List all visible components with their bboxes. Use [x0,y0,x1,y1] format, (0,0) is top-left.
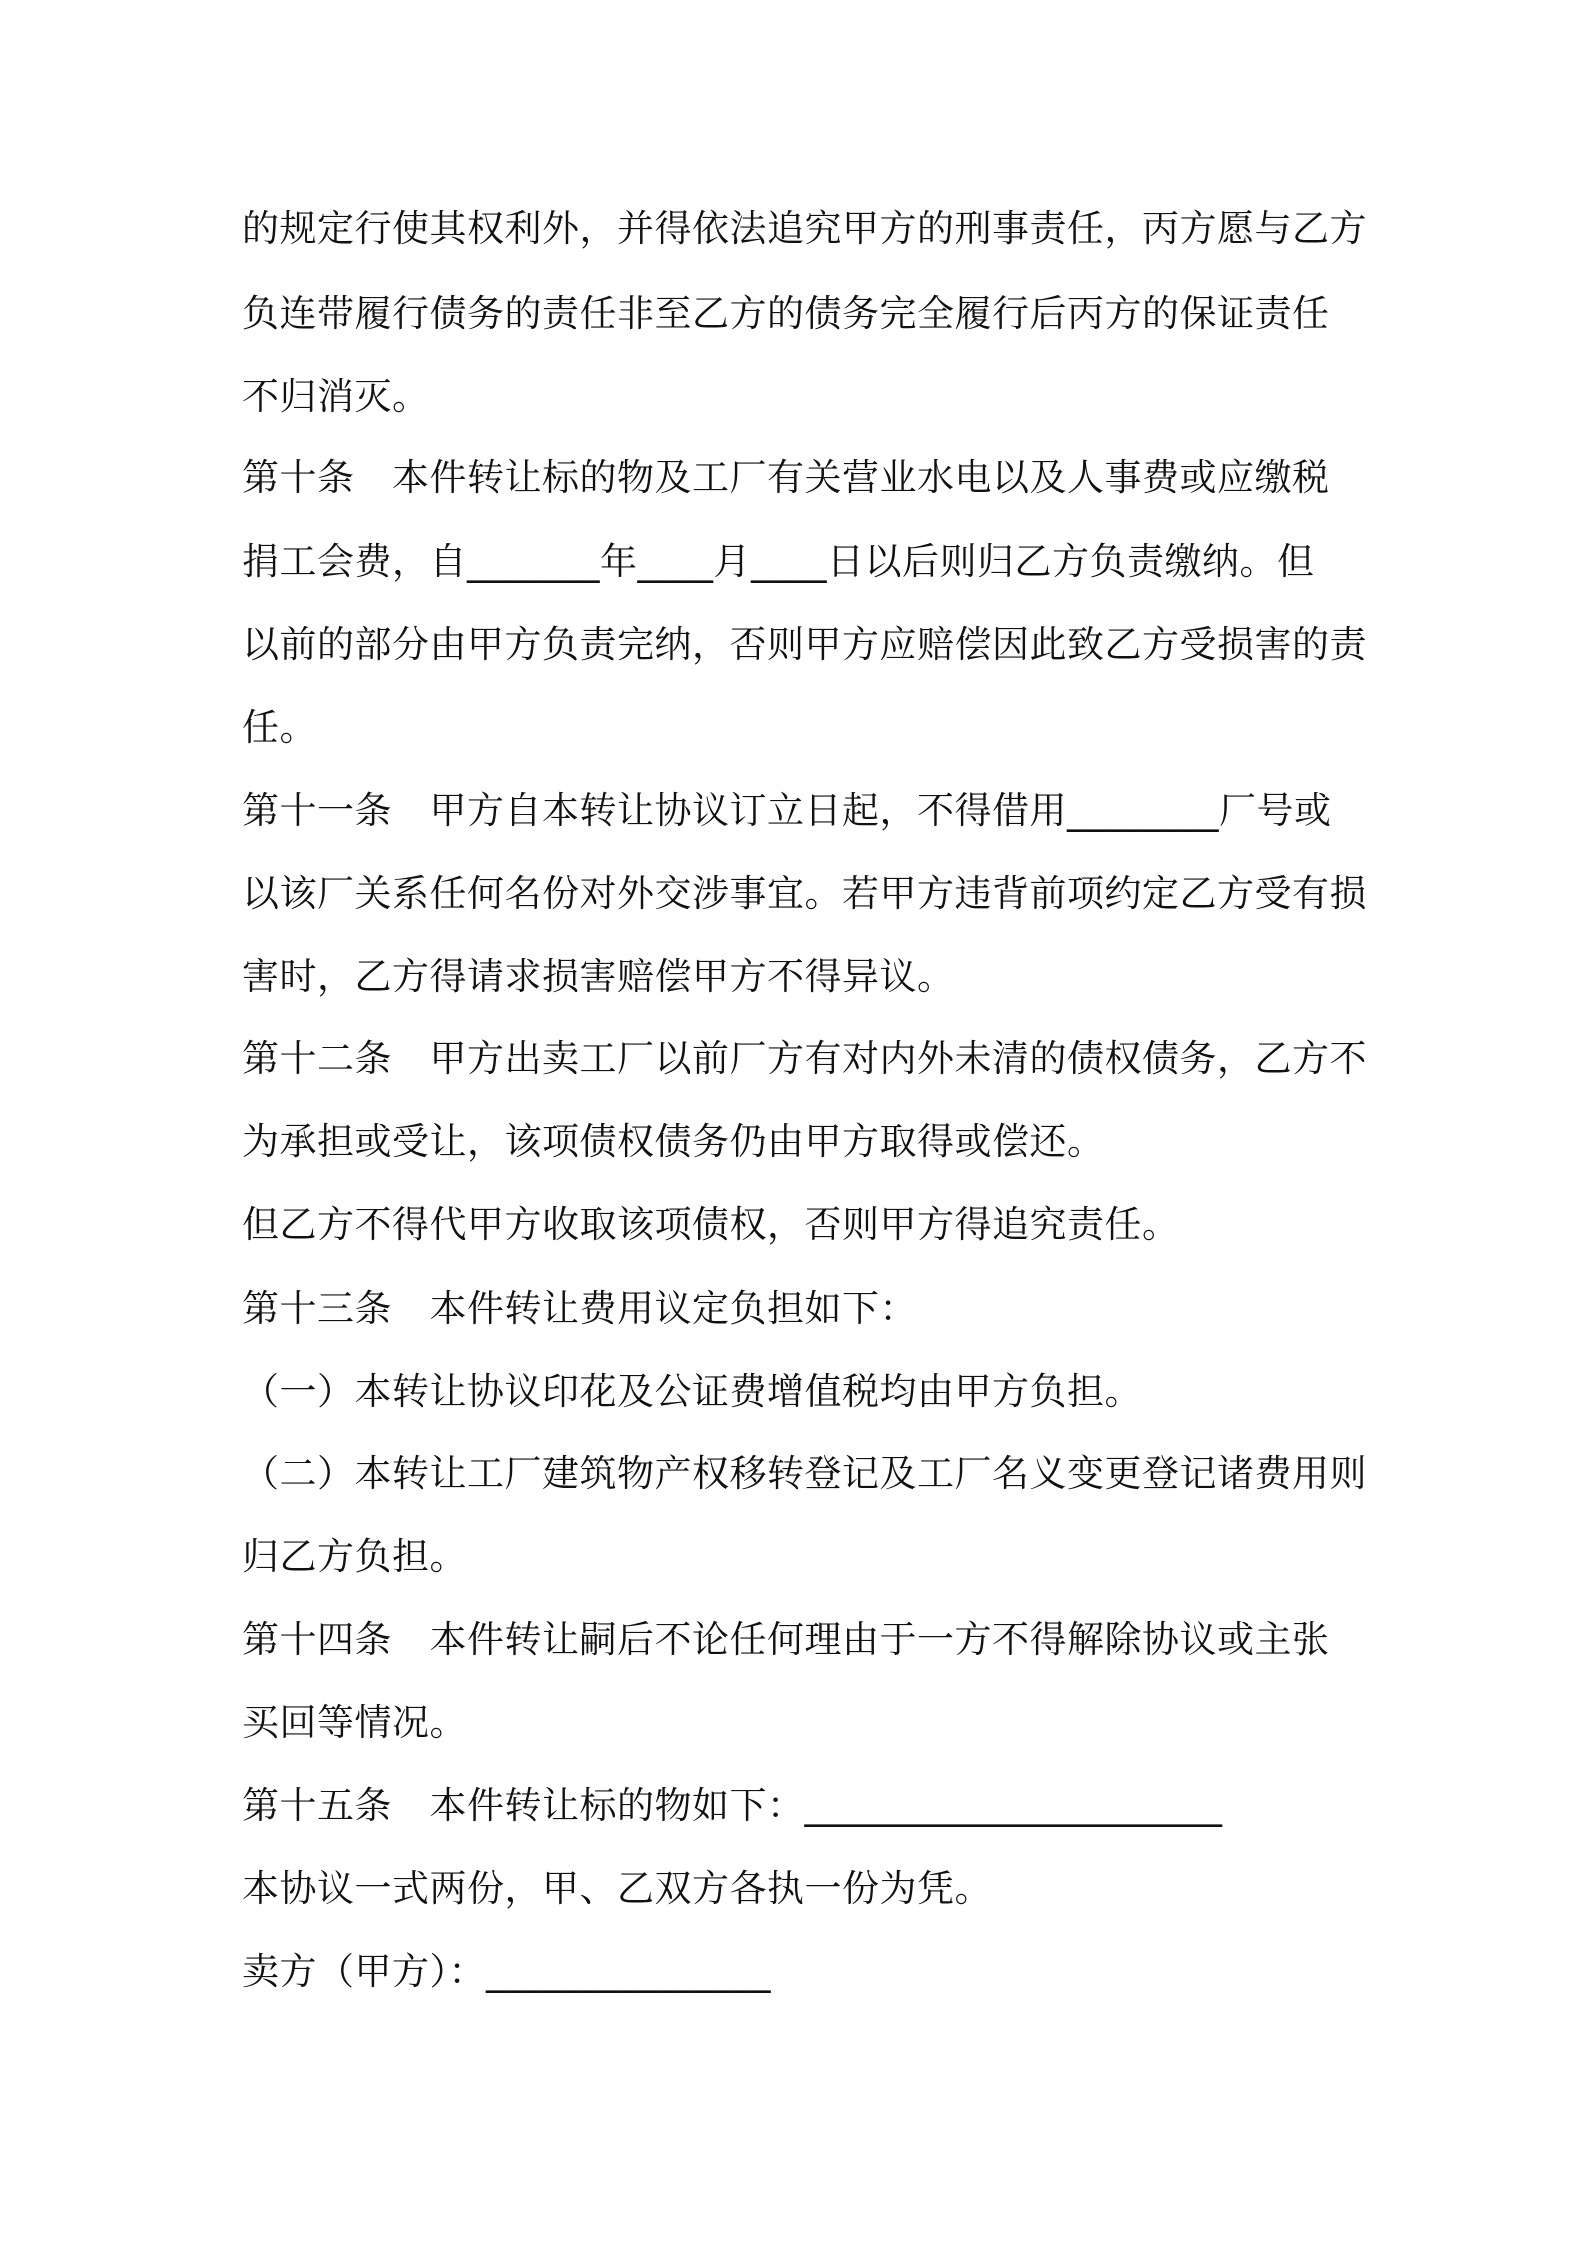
text-line: 害时，乙方得请求损害赔偿甲方不得异议。 [242,955,955,998]
text-line: 负连带履行债务的责任非至乙方的债务完全履行后丙方的保证责任 [242,292,1330,335]
text-line: 捐工会费，自_______年____月____日以后则归乙方负责缴纳。但 [242,540,1315,583]
text-line: 但乙方不得代甲方收取该项债权，否则甲方得追究责任。 [242,1203,1180,1246]
article-13-line: 第十三条 本件转让费用议定负担如下： [242,1287,917,1330]
article-15-line: 第十五条 本件转让标的物如下：______________________ [242,1784,1223,1827]
text-line: 不归消灭。 [242,375,430,418]
text-line: 本协议一式两份，甲、乙双方各执一份为凭。 [242,1867,992,1910]
article-12-line: 第十二条 甲方出卖工厂以前厂方有对内外未清的债权债务，乙方不 [242,1037,1367,1080]
article-14-line: 第十四条 本件转让嗣后不论任何理由于一方不得解除协议或主张 [242,1618,1330,1661]
text-line: 以前的部分由甲方负责完纳，否则甲方应赔偿因此致乙方受损害的责 [242,623,1367,666]
list-item-2: （二）本转让工厂建筑物产权移转登记及工厂名义变更登记诸费用则 [242,1452,1367,1495]
text-line: 任。 [242,706,317,749]
text-line: 归乙方负担。 [242,1535,467,1578]
text-line: 的规定行使其权利外，并得依法追究甲方的刑事责任，丙方愿与乙方 [242,207,1367,250]
text-line: 为承担或受让，该项债权债务仍由甲方取得或偿还。 [242,1120,1105,1163]
seller-signature-line: 卖方（甲方）：_______________ [242,1950,771,1993]
article-10-line: 第十条 本件转让标的物及工厂有关营业水电以及人事费或应缴税 [242,456,1330,499]
text-line: 以该厂关系任何名份对外交涉事宜。若甲方违背前项约定乙方受有损 [242,872,1367,915]
list-item-1: （一）本转让协议印花及公证费增值税均由甲方负担。 [242,1370,1142,1413]
text-line: 买回等情况。 [242,1701,467,1744]
article-11-line: 第十一条 甲方自本转让协议订立日起，不得借用________厂号或 [242,789,1332,832]
